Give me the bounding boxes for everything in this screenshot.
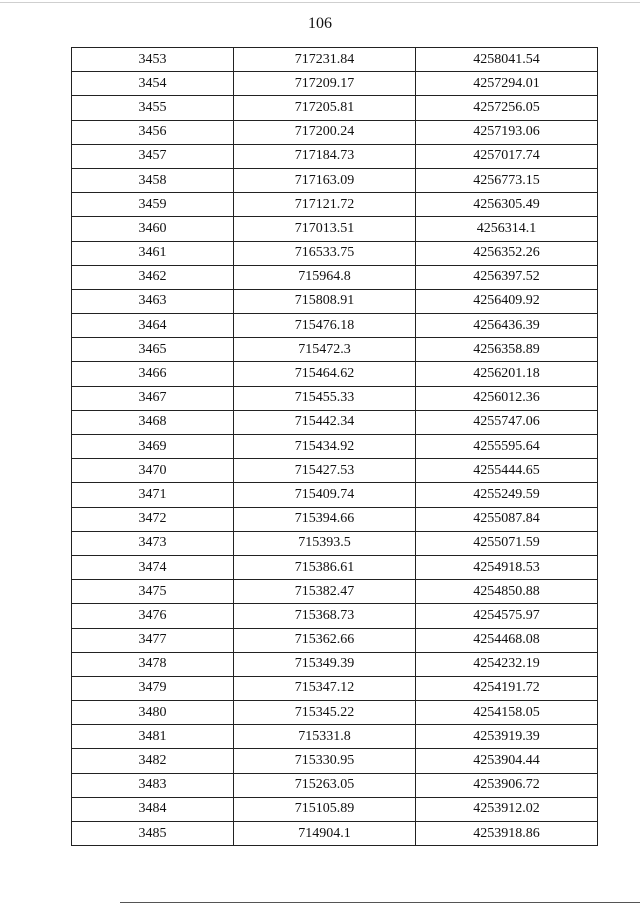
coordinate-table-body: [72, 48, 598, 846]
table-row: [72, 507, 598, 531]
top-border-line: [0, 2, 640, 3]
y-coordinate-cell: 4254850.88: [416, 580, 598, 604]
point-id-cell: 3481: [72, 725, 234, 749]
table-row: [72, 241, 598, 265]
x-coordinate-cell: 715386.61: [234, 555, 416, 579]
point-id-cell: 3480: [72, 701, 234, 725]
point-id-cell: 3465: [72, 338, 234, 362]
y-coordinate-cell: 4255747.06: [416, 410, 598, 434]
x-coordinate-cell: 715427.53: [234, 459, 416, 483]
point-id-cell: 3474: [72, 555, 234, 579]
point-id-cell: 3484: [72, 797, 234, 821]
table-row: [72, 435, 598, 459]
table-row: [72, 289, 598, 313]
table-row: [72, 265, 598, 289]
point-id-cell: 3457: [72, 144, 234, 168]
y-coordinate-cell: 4256201.18: [416, 362, 598, 386]
table-row: [72, 168, 598, 192]
x-coordinate-cell: 715331.8: [234, 725, 416, 749]
table-row: [72, 48, 598, 72]
x-coordinate-cell: 715472.3: [234, 338, 416, 362]
x-coordinate-cell: 715393.5: [234, 531, 416, 555]
point-id-cell: 3462: [72, 265, 234, 289]
point-id-cell: 3476: [72, 604, 234, 628]
x-coordinate-cell: 717231.84: [234, 48, 416, 72]
table-row: [72, 483, 598, 507]
x-coordinate-cell: 717163.09: [234, 168, 416, 192]
table-row: [72, 749, 598, 773]
table-row: [72, 144, 598, 168]
x-coordinate-cell: 717013.51: [234, 217, 416, 241]
x-coordinate-cell: 715263.05: [234, 773, 416, 797]
table-row: [72, 822, 598, 846]
table-row: [72, 797, 598, 821]
table-row: [72, 362, 598, 386]
y-coordinate-cell: 4256409.92: [416, 289, 598, 313]
y-coordinate-cell: 4253912.02: [416, 797, 598, 821]
x-coordinate-cell: 715368.73: [234, 604, 416, 628]
point-id-cell: 3482: [72, 749, 234, 773]
point-id-cell: 3453: [72, 48, 234, 72]
x-coordinate-cell: 717184.73: [234, 144, 416, 168]
x-coordinate-cell: 715409.74: [234, 483, 416, 507]
y-coordinate-cell: 4257017.74: [416, 144, 598, 168]
point-id-cell: 3479: [72, 676, 234, 700]
table-row: [72, 120, 598, 144]
table-row: [72, 72, 598, 96]
point-id-cell: 3454: [72, 72, 234, 96]
y-coordinate-cell: 4254575.97: [416, 604, 598, 628]
table-row: [72, 628, 598, 652]
x-coordinate-cell: 715362.66: [234, 628, 416, 652]
y-coordinate-cell: 4254918.53: [416, 555, 598, 579]
x-coordinate-cell: 715442.34: [234, 410, 416, 434]
point-id-cell: 3472: [72, 507, 234, 531]
y-coordinate-cell: 4253906.72: [416, 773, 598, 797]
y-coordinate-cell: 4257256.05: [416, 96, 598, 120]
x-coordinate-cell: 715394.66: [234, 507, 416, 531]
table-row: [72, 773, 598, 797]
y-coordinate-cell: 4256397.52: [416, 265, 598, 289]
y-coordinate-cell: 4256012.36: [416, 386, 598, 410]
table-row: [72, 725, 598, 749]
point-id-cell: 3461: [72, 241, 234, 265]
point-id-cell: 3455: [72, 96, 234, 120]
x-coordinate-cell: 715382.47: [234, 580, 416, 604]
table-row: [72, 386, 598, 410]
y-coordinate-cell: 4256773.15: [416, 168, 598, 192]
point-id-cell: 3470: [72, 459, 234, 483]
x-coordinate-cell: 714904.1: [234, 822, 416, 846]
table-row: [72, 531, 598, 555]
y-coordinate-cell: 4254191.72: [416, 676, 598, 700]
y-coordinate-cell: 4258041.54: [416, 48, 598, 72]
table-row: [72, 555, 598, 579]
x-coordinate-cell: 715464.62: [234, 362, 416, 386]
point-id-cell: 3475: [72, 580, 234, 604]
y-coordinate-cell: 4253918.86: [416, 822, 598, 846]
x-coordinate-cell: 715964.8: [234, 265, 416, 289]
point-id-cell: 3485: [72, 822, 234, 846]
y-coordinate-cell: 4256352.26: [416, 241, 598, 265]
y-coordinate-cell: 4254468.08: [416, 628, 598, 652]
x-coordinate-cell: 715434.92: [234, 435, 416, 459]
point-id-cell: 3467: [72, 386, 234, 410]
y-coordinate-cell: 4257193.06: [416, 120, 598, 144]
point-id-cell: 3458: [72, 168, 234, 192]
table-row: [72, 652, 598, 676]
page-number: 106: [308, 15, 332, 32]
x-coordinate-cell: 715347.12: [234, 676, 416, 700]
x-coordinate-cell: 715349.39: [234, 652, 416, 676]
x-coordinate-cell: 715455.33: [234, 386, 416, 410]
point-id-cell: 3460: [72, 217, 234, 241]
table-row: [72, 314, 598, 338]
y-coordinate-cell: 4256305.49: [416, 193, 598, 217]
x-coordinate-cell: 715345.22: [234, 701, 416, 725]
table-row: [72, 193, 598, 217]
point-id-cell: 3464: [72, 314, 234, 338]
table-row: [72, 96, 598, 120]
table-row: [72, 580, 598, 604]
y-coordinate-cell: 4256314.1: [416, 217, 598, 241]
x-coordinate-cell: 715476.18: [234, 314, 416, 338]
table-row: [72, 217, 598, 241]
point-id-cell: 3463: [72, 289, 234, 313]
point-id-cell: 3471: [72, 483, 234, 507]
y-coordinate-cell: 4256436.39: [416, 314, 598, 338]
y-coordinate-cell: 4257294.01: [416, 72, 598, 96]
x-coordinate-cell: 715105.89: [234, 797, 416, 821]
point-id-cell: 3477: [72, 628, 234, 652]
table-row: [72, 676, 598, 700]
y-coordinate-cell: 4255087.84: [416, 507, 598, 531]
y-coordinate-cell: 4255444.65: [416, 459, 598, 483]
y-coordinate-cell: 4253919.39: [416, 725, 598, 749]
y-coordinate-cell: 4254158.05: [416, 701, 598, 725]
y-coordinate-cell: 4254232.19: [416, 652, 598, 676]
coordinate-table: [71, 47, 598, 846]
x-coordinate-cell: 717200.24: [234, 120, 416, 144]
x-coordinate-cell: 717121.72: [234, 193, 416, 217]
y-coordinate-cell: 4255595.64: [416, 435, 598, 459]
point-id-cell: 3473: [72, 531, 234, 555]
point-id-cell: 3459: [72, 193, 234, 217]
bottom-border-line: [120, 902, 640, 903]
table-row: [72, 338, 598, 362]
x-coordinate-cell: 716533.75: [234, 241, 416, 265]
y-coordinate-cell: 4255071.59: [416, 531, 598, 555]
y-coordinate-cell: 4256358.89: [416, 338, 598, 362]
point-id-cell: 3478: [72, 652, 234, 676]
point-id-cell: 3466: [72, 362, 234, 386]
point-id-cell: 3456: [72, 120, 234, 144]
x-coordinate-cell: 715808.91: [234, 289, 416, 313]
y-coordinate-cell: 4255249.59: [416, 483, 598, 507]
table-row: [72, 410, 598, 434]
table-row: [72, 604, 598, 628]
x-coordinate-cell: 717205.81: [234, 96, 416, 120]
y-coordinate-cell: 4253904.44: [416, 749, 598, 773]
x-coordinate-cell: 717209.17: [234, 72, 416, 96]
table-row: [72, 459, 598, 483]
table-row: [72, 701, 598, 725]
point-id-cell: 3469: [72, 435, 234, 459]
x-coordinate-cell: 715330.95: [234, 749, 416, 773]
point-id-cell: 3468: [72, 410, 234, 434]
point-id-cell: 3483: [72, 773, 234, 797]
